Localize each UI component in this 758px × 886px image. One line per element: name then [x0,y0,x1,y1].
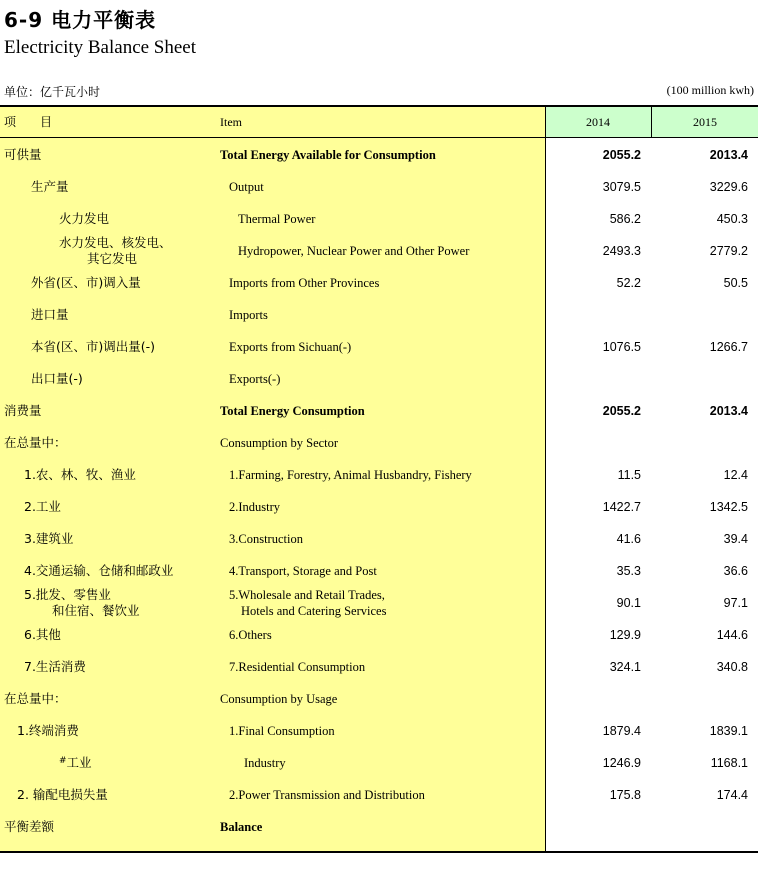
item-label-cn [4,683,67,715]
item-label-cn-text: 本省(区、市)调出量(-) [31,339,156,354]
item-label-cn-text: 2. 输配电损失量 [17,787,108,802]
table-row [0,363,758,395]
item-label-cn-text: 1.农、林、牧、渔业 [24,467,136,482]
item-label-cn [31,171,69,203]
value-2015: 2779.2 [709,244,748,258]
value-2015 [652,363,748,395]
value-2015: 36.6 [723,564,748,578]
value-2014: 324.1 [609,660,641,674]
table-row [0,331,758,363]
item-label-cn-text: 进口量 [31,307,69,322]
item-label-cn [4,427,67,459]
item-label-en: Balance [220,820,263,834]
value-2014: 41.6 [616,532,641,546]
item-label-cn-line2: 和住宿、餐饮业 [52,603,140,618]
item-label-cn [59,203,109,235]
item-label-en: Consumption by Usage [220,692,338,706]
value-2014: 1246.9 [602,756,641,770]
item-label-cn [24,555,173,587]
table-row [0,715,758,747]
item-label-cn [31,299,69,331]
item-label-en: Thermal Power [238,212,316,226]
item-label-cn-text: 火力发电 [59,211,110,226]
value-2014: 90.1 [616,596,641,610]
item-label-cn [24,619,61,651]
page-title-en: Electricity Balance Sheet [4,37,197,58]
item-label-en: 3.Construction [229,532,303,546]
table-row [0,683,758,715]
item-label-cn-line1: 5.批发、零售业 [24,587,111,602]
item-label-cn-text: 出口量(-) [31,371,83,386]
table-row [0,587,758,619]
item-label-en: Imports [229,308,268,322]
item-label-cn [17,779,108,811]
page-title-cn: 6-9 电力平衡表 [4,8,157,32]
item-label-cn-text: 工业 [66,755,92,770]
item-label-cn [31,363,83,395]
value-2015 [652,683,748,715]
item-label-en: Total Energy Available for Consumption [220,148,436,162]
table-row [0,523,758,555]
item-label-cn [59,235,172,267]
unit-label-en: (100 million kwh) [666,83,754,97]
table-row [0,203,758,235]
item-label-cn-text: 生产量 [31,179,69,194]
table-row [0,619,758,651]
value-2014 [545,299,641,331]
header-item-cn: 项 目 [4,115,53,129]
item-label-cn [31,331,155,363]
item-label-en: Exports from Sichuan(-) [229,340,352,354]
item-label-en: 1.Final Consumption [229,724,335,738]
value-2015: 2013.4 [709,148,748,162]
item-label-en: Hydropower, Nuclear Power and Other Power [238,244,470,258]
item-label-cn-text: 在总量中： [4,691,67,706]
table-row [0,491,758,523]
value-2014: 2493.3 [602,244,641,258]
item-label-en: Consumption by Sector [220,436,339,450]
table-row [0,427,758,459]
value-2015: 12.4 [723,468,748,482]
value-2014: 3079.5 [602,180,641,194]
item-label-cn [4,139,42,171]
table-row [0,651,758,683]
item-label-cn-text: 4.交通运输、仓储和邮政业 [24,563,174,578]
value-2015: 340.8 [716,660,748,674]
header-item-en: Item [220,115,242,129]
table-row [0,747,758,779]
item-label-cn-line1: 水力发电、核发电、 [59,235,172,250]
value-2014: 1422.7 [602,500,641,514]
item-label-en: Industry [244,756,286,770]
item-label-en: 4.Transport, Storage and Post [229,564,377,578]
table-row [0,811,758,843]
value-2014: 35.3 [616,564,641,578]
item-label-cn [24,523,73,555]
item-label-cn-text: 外省(区、市)调入量 [31,275,141,290]
table-row [0,299,758,331]
table-bottom-rule [0,851,758,853]
header-year-2014: 2014 [586,115,610,129]
value-2014: 52.2 [616,276,641,290]
item-label-en: 6.Others [229,628,272,642]
item-label-en: Imports from Other Provinces [229,276,380,290]
item-label-en: 2.Power Transmission and Distribution [229,788,425,802]
item-label-cn-text: 7.生活消费 [24,659,86,674]
value-2015: 1266.7 [709,340,748,354]
item-label-cn-text: 3.建筑业 [24,531,74,546]
value-2015 [652,427,748,459]
subitem-marker: # [59,756,67,766]
value-2015 [652,299,748,331]
value-2014: 11.5 [617,468,641,482]
value-2014: 586.2 [609,212,641,226]
table-row [0,779,758,811]
item-label-cn [24,491,61,523]
value-2015: 1168.1 [710,756,748,770]
value-2014: 2055.2 [602,404,641,418]
item-label-cn [59,747,92,779]
value-2014: 1879.4 [602,724,641,738]
value-2015: 39.4 [723,532,748,546]
value-2014 [545,683,641,715]
value-2014: 129.9 [609,628,641,642]
item-label-cn-text: 2.工业 [24,499,61,514]
item-label-en: Exports(-) [229,372,281,386]
value-2015: 174.4 [716,788,748,802]
value-2014 [545,811,641,843]
value-2015: 1839.1 [709,724,748,738]
item-label-cn-text: 可供量 [4,147,42,162]
value-2015: 97.1 [723,596,748,610]
item-label-cn [24,459,136,491]
item-label-cn-text: 平衡差额 [4,819,55,834]
value-2014: 1076.5 [602,340,641,354]
item-label-en [229,587,386,619]
table-row [0,171,758,203]
item-label-en-line1: 5.Wholesale and Retail Trades, [229,588,385,602]
item-label-en: 2.Industry [229,500,281,514]
unit-label-cn: 单位：亿千瓦小时 [4,85,101,99]
balance-table [0,105,758,853]
item-label-en: 1.Farming, Forestry, Animal Husbandry, Fishery [229,468,472,482]
table-row [0,555,758,587]
item-label-cn-text: 6.其他 [24,627,61,642]
table-row [0,459,758,491]
value-2015: 450.3 [716,212,748,226]
item-label-cn [4,395,42,427]
table-row [0,267,758,299]
value-2014 [545,363,641,395]
value-2014: 175.8 [609,788,641,802]
value-2015: 50.5 [723,276,748,290]
item-label-cn [4,811,54,843]
item-label-cn-text: 消费量 [4,403,42,418]
item-label-cn [31,267,141,299]
item-label-cn [17,715,79,747]
table-row [0,139,758,171]
value-2014 [545,427,641,459]
table-row [0,235,758,267]
item-label-en: Output [229,180,264,194]
item-label-en-line2: Hotels and Catering Services [241,604,387,618]
item-label-en: Total Energy Consumption [220,404,365,418]
header-year-2015: 2015 [693,115,717,129]
value-2015: 3229.6 [709,180,748,194]
item-label-cn-text: 在总量中： [4,435,67,450]
value-2015: 2013.4 [709,404,748,418]
item-label-cn [24,587,140,619]
item-label-cn [24,651,86,683]
value-2014: 2055.2 [602,148,641,162]
item-label-cn-line2: 其它发电 [87,251,138,266]
table-row [0,395,758,427]
value-2015: 1342.5 [709,500,748,514]
item-label-en: 7.Residential Consumption [229,660,366,674]
value-2015 [652,811,748,843]
item-label-cn-text: 1.终端消费 [17,723,79,738]
value-2015: 144.6 [716,628,748,642]
